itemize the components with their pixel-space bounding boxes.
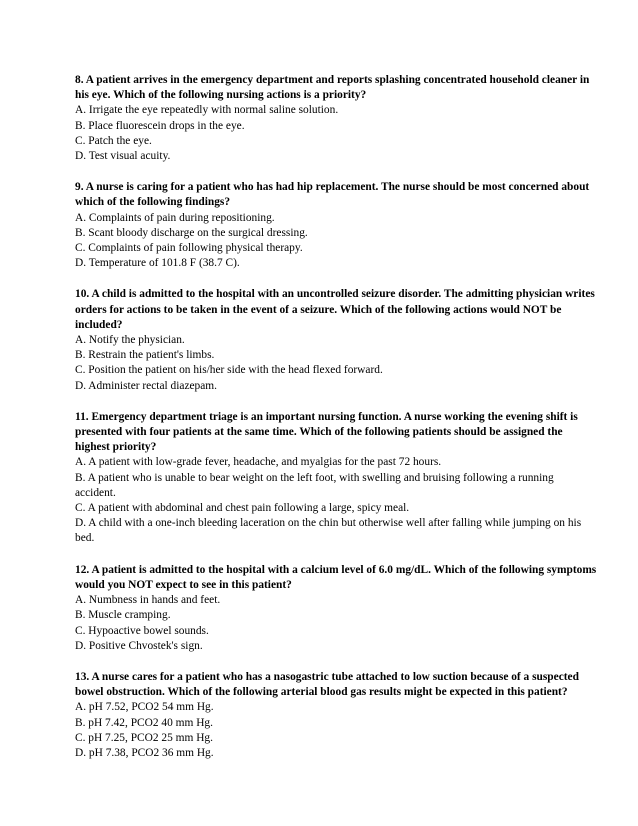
question-line: 13. A nurse cares for a patient who has a nasogastric tube attached to low suction because of a suspected xyxy=(75,670,579,683)
option-line: bed. xyxy=(75,532,95,545)
answer-option-a: A. A patient with low-grade fever, headache, and myalgias for the past 72 hours. xyxy=(75,456,442,469)
answer-option-c: C. Patch the eye. xyxy=(75,134,152,147)
question-line: his eye. Which of the following nursing actions is a priority? xyxy=(75,89,367,102)
question-line: 10. A child is admitted to the hospital with an uncontrolled seizure disorder. The admitting physician writes xyxy=(75,288,595,301)
question-9 xyxy=(75,180,638,271)
question-line: which of the following findings? xyxy=(75,196,231,209)
answer-option-a: A. pH 7.52, PCO2 54 mm Hg. xyxy=(75,701,214,714)
question-text xyxy=(75,73,638,103)
question-line: highest priority? xyxy=(75,441,157,454)
question-10 xyxy=(75,287,638,393)
answer-option-a: A. Notify the physician. xyxy=(75,334,185,347)
answer-option-c: C. Position the patient on his/her side with the head flexed forward. xyxy=(75,364,383,377)
question-line: 12. A patient is admitted to the hospital with a calcium level of 6.0 mg/dL. Which of the following symptoms xyxy=(75,563,597,576)
question-line: 8. A patient arrives in the emergency department and reports splashing concentrated household cleaner in xyxy=(75,74,590,86)
document-page xyxy=(75,73,638,777)
question-13 xyxy=(75,670,638,761)
question-line: bowel obstruction. Which of the following arterial blood gas results might be expected in this patient? xyxy=(75,686,568,699)
question-text xyxy=(75,180,638,210)
answer-option-b: B. Restrain the patient's limbs. xyxy=(75,349,215,362)
option-line: D. A child with a one-inch bleeding laceration on the chin but otherwise well after falling while jumping on his xyxy=(75,517,582,530)
option-line: accident. xyxy=(75,486,116,499)
question-text xyxy=(75,287,638,333)
question-text xyxy=(75,670,638,700)
question-line: orders for actions to be taken in the event of a seizure. Which of the following actions would NOT be xyxy=(75,303,562,316)
answer-option-d: D. Positive Chvostek's sign. xyxy=(75,639,203,652)
question-line: presented with four patients at the same time. Which of the following patients should be assigned the xyxy=(75,426,563,439)
question-12 xyxy=(75,563,638,654)
question-text xyxy=(75,563,638,593)
question-8 xyxy=(75,73,638,164)
question-line: would you NOT expect to see in this patient? xyxy=(75,578,292,591)
answer-option-c: C. pH 7.25, PCO2 25 mm Hg. xyxy=(75,731,213,744)
option-line: B. A patient who is unable to bear weight on the left foot, with swelling and bruising following a running xyxy=(75,471,554,484)
answer-option-d xyxy=(75,516,638,546)
answer-option-a: A. Complaints of pain during repositioning. xyxy=(75,211,275,224)
question-line: 9. A nurse is caring for a patient who has had hip replacement. The nurse should be most concerned about xyxy=(75,181,590,194)
answer-option-d: D. Test visual acuity. xyxy=(75,150,171,163)
answer-option-d: D. Administer rectal diazepam. xyxy=(75,379,218,392)
answer-option-a: A. Numbness in hands and feet. xyxy=(75,594,221,607)
answer-option-b: B. Muscle cramping. xyxy=(75,609,171,622)
answer-option-a: A. Irrigate the eye repeatedly with normal saline solution. xyxy=(75,104,339,117)
answer-option-c: C. Hypoactive bowel sounds. xyxy=(75,624,209,637)
answer-option-b: B. Scant bloody discharge on the surgical dressing. xyxy=(75,226,308,239)
question-11 xyxy=(75,410,638,547)
question-text xyxy=(75,410,638,456)
answer-option-b: B. pH 7.42, PCO2 40 mm Hg. xyxy=(75,716,213,729)
answer-option-d: D. Temperature of 101.8 F (38.7 C). xyxy=(75,257,240,270)
question-line: 11. Emergency department triage is an important nursing function. A nurse working the evening shift is xyxy=(75,410,578,423)
question-line: included? xyxy=(75,318,123,331)
answer-option-c: C. A patient with abdominal and chest pain following a large, spicy meal. xyxy=(75,502,410,515)
answer-option-b: B. Place fluorescein drops in the eye. xyxy=(75,119,245,132)
answer-option-b xyxy=(75,471,638,501)
answer-option-c: C. Complaints of pain following physical therapy. xyxy=(75,242,303,255)
answer-option-d: D. pH 7.38, PCO2 36 mm Hg. xyxy=(75,746,214,759)
